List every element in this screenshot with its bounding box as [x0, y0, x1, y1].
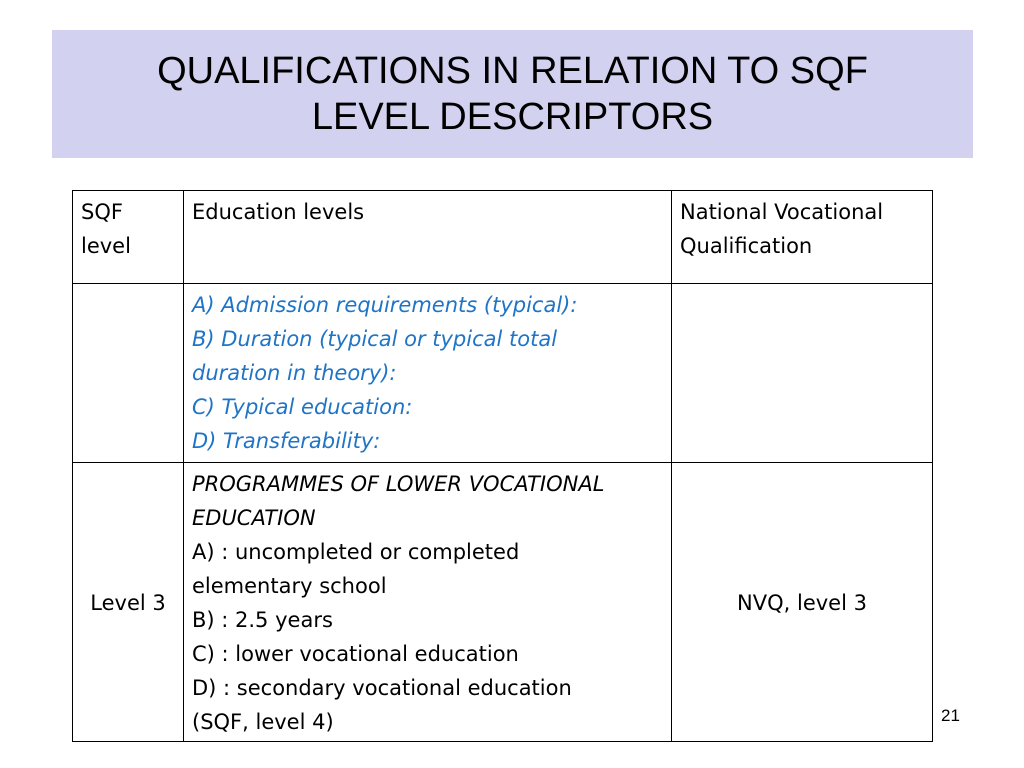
level3-detail-line-1: A) : uncompleted or completed [192, 540, 520, 564]
template-line-typical-education: C) Typical education: [192, 395, 413, 419]
level3-detail-line-4: C) : lower vocational education [192, 642, 519, 666]
template-line-duration-cont: duration in theory): [192, 361, 397, 385]
table-header-row [73, 191, 933, 284]
level3-detail-line-3: B) : 2.5 years [192, 608, 333, 632]
header-cell-education-levels [184, 191, 672, 284]
level3-detail-line-2: elementary school [192, 574, 387, 598]
level3-education-cell [184, 463, 672, 742]
template-line-admission: A) Admission requirements (typical): [192, 293, 578, 317]
level3-programme-line-1: PROGRAMMES OF LOWER VOCATIONAL [192, 472, 605, 496]
template-line-transferability: D) Transferability: [192, 429, 381, 453]
slide-title [157, 48, 868, 140]
header-sqf-level-line-1: SQF [81, 200, 123, 224]
template-line-duration: B) Duration (typical or typical total [192, 327, 558, 351]
template-education-cell [184, 284, 672, 463]
header-cell-sqf-level [73, 191, 184, 284]
slide-title-line-2: LEVEL DESCRIPTORS [311, 96, 714, 138]
table-row-template [73, 284, 933, 463]
level3-nvq-cell: NVQ, level 3 [672, 463, 933, 742]
table-row-level-3 [73, 463, 933, 742]
level3-detail-line-5: D) : secondary vocational education [192, 676, 572, 700]
template-nvq-cell [672, 284, 933, 463]
header-education-levels-label: Education levels [192, 200, 365, 224]
level3-sqf-level-cell: Level 3 [73, 463, 184, 742]
header-nvq-line-2: Qualification [680, 234, 813, 258]
header-cell-nvq [672, 191, 933, 284]
level3-detail-line-6: (SQF, level 4) [192, 710, 334, 734]
level3-programme-line-2: EDUCATION [192, 506, 316, 530]
header-sqf-level-line-2: level [81, 234, 131, 258]
sqf-qualifications-table [72, 190, 933, 742]
title-banner [52, 30, 973, 158]
page-number: 21 [941, 706, 960, 725]
slide-title-line-1: QUALIFICATIONS IN RELATION TO SQF [157, 50, 868, 92]
header-nvq-line-1: National Vocational [680, 200, 884, 224]
template-sqf-level-cell [73, 284, 184, 463]
